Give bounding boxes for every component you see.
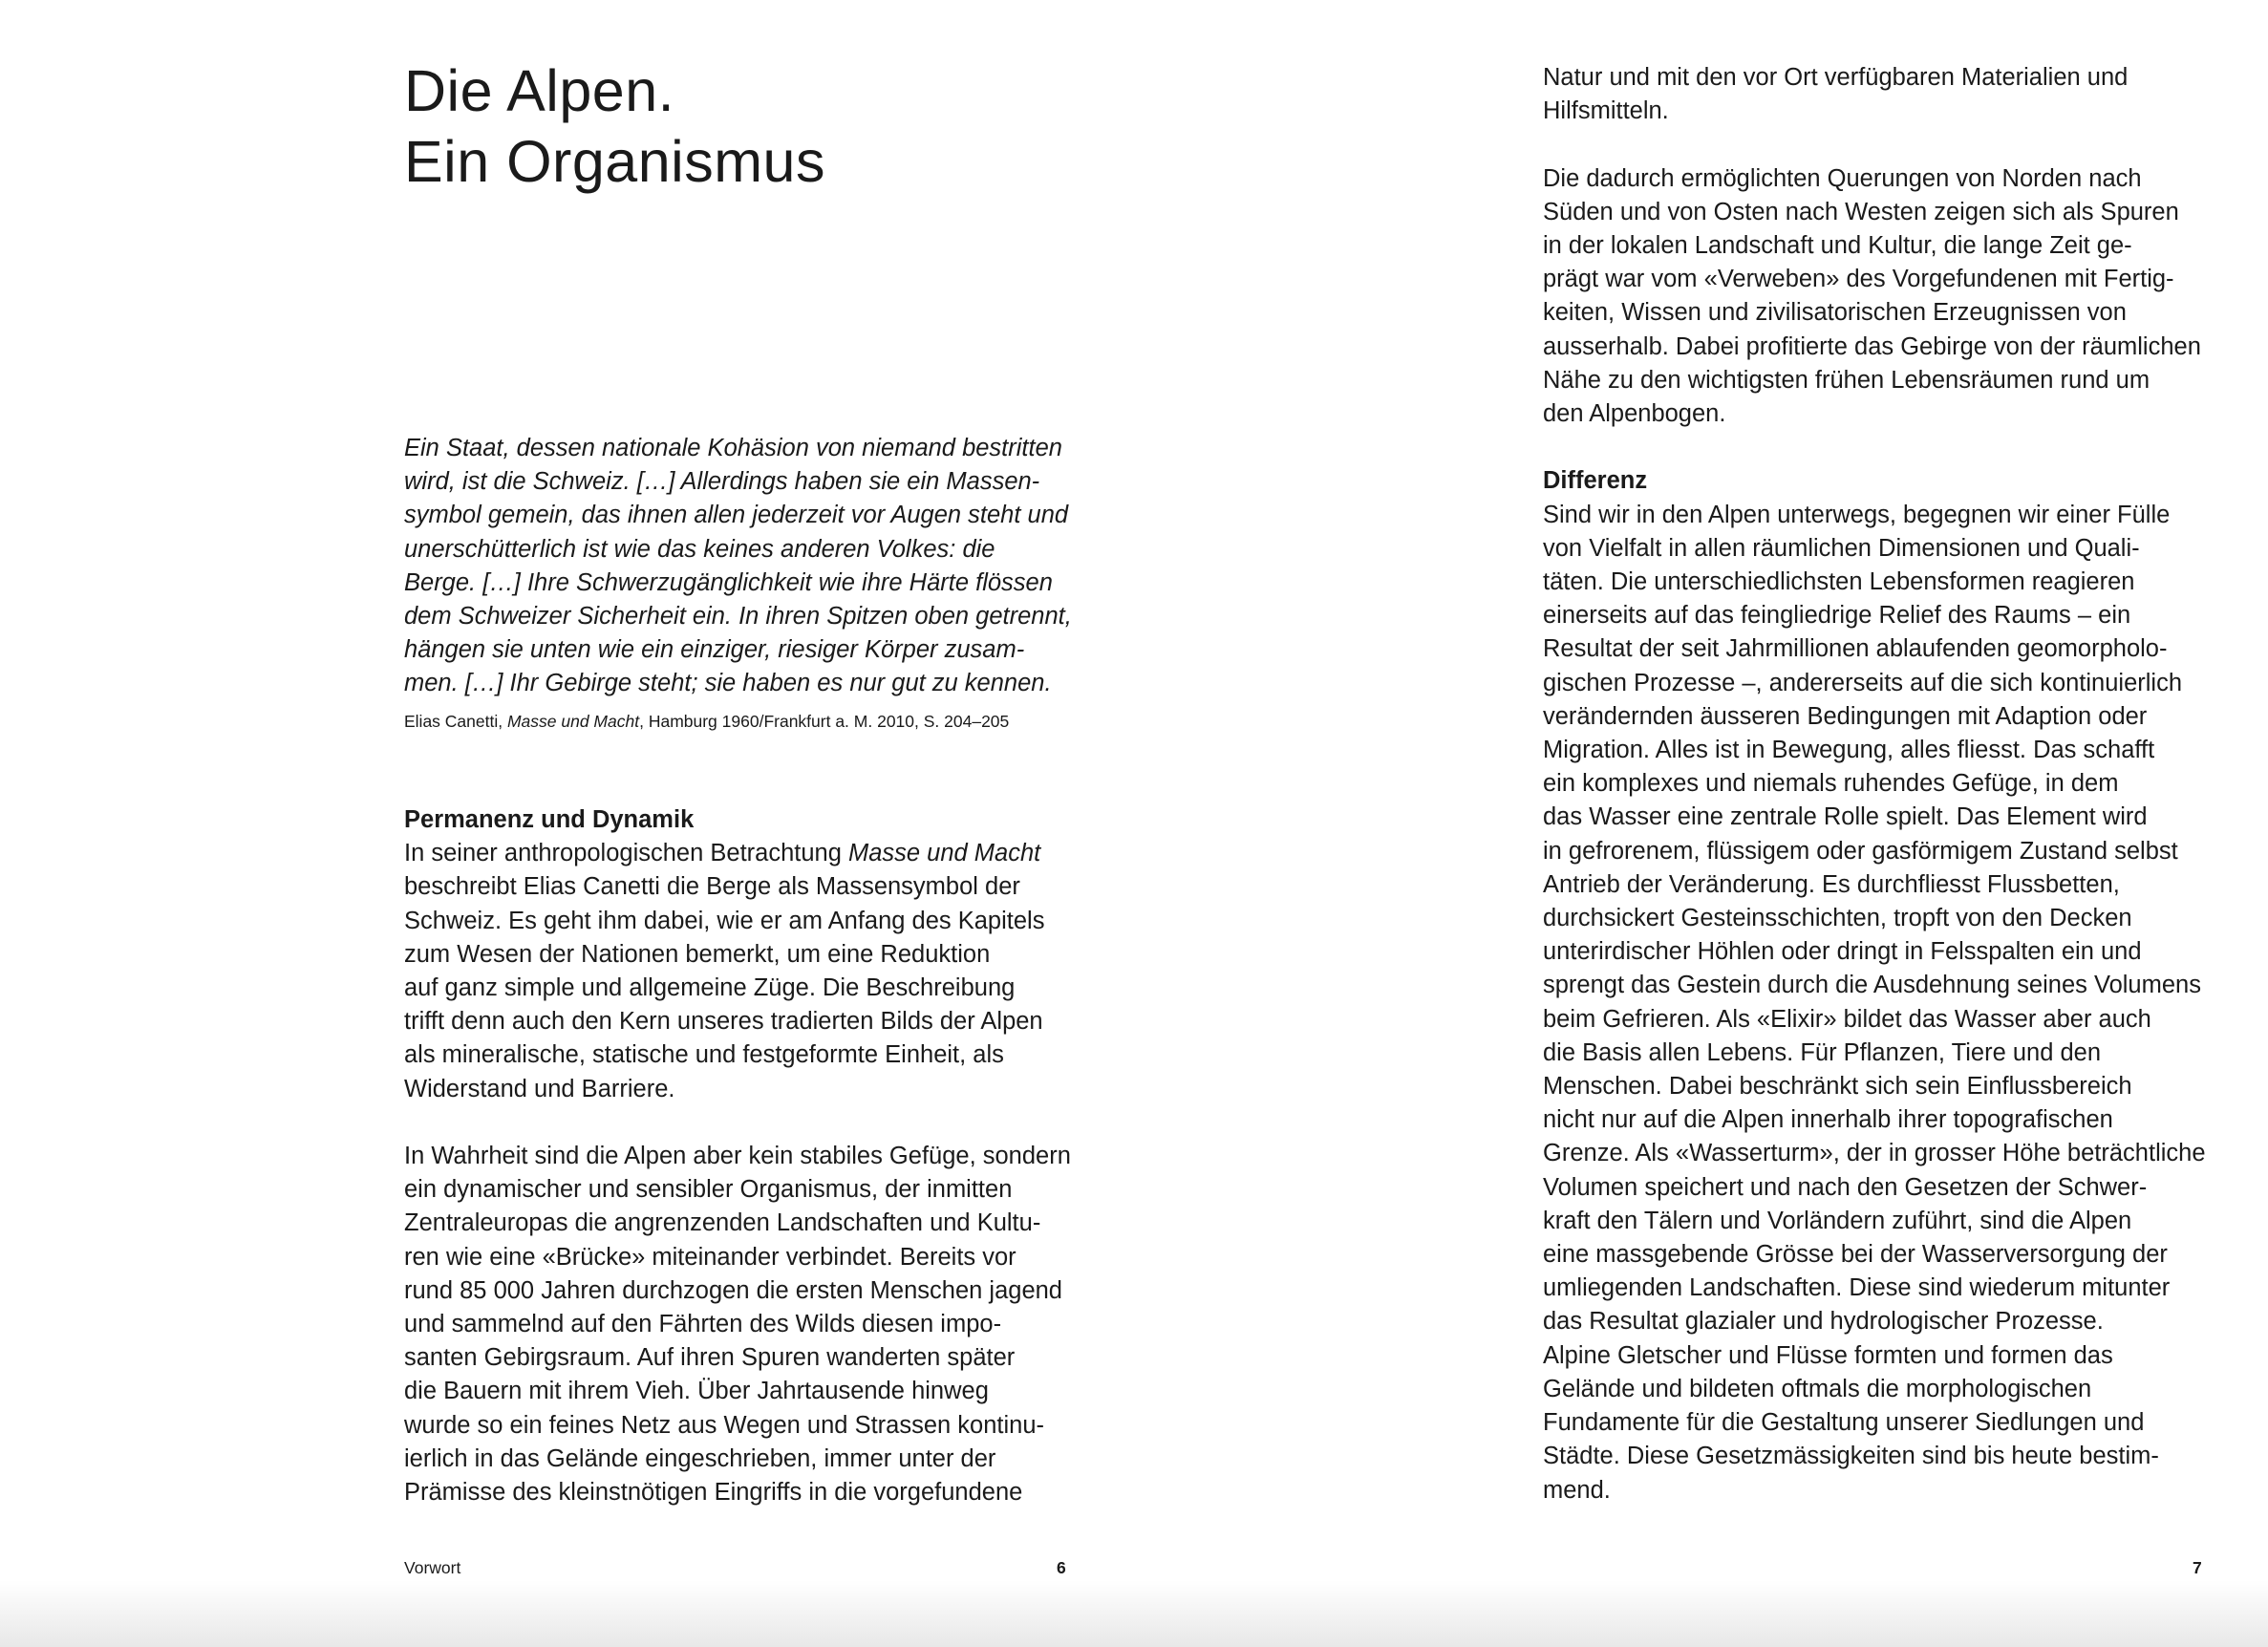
quote-line: dem Schweizer Sicherheit ein. In ihren Spitzen oben getrennt,	[404, 603, 1072, 631]
paragraph-line: Süden und von Osten nach Westen zeigen sich als Spuren	[1543, 198, 2179, 225]
citation-work: Masse und Macht	[506, 712, 640, 731]
epigraph-quote	[404, 432, 1072, 701]
paragraph-line: ren wie eine «Brücke» miteinander verbindet. Bereits vor	[404, 1243, 1016, 1271]
quote-line: symbol gemein, das ihnen allen jederzeit vor Augen steht und	[404, 502, 1069, 529]
paragraph-line: in der lokalen Landschaft und Kultur, die lange Zeit ge-	[1543, 232, 2132, 259]
paragraph-line: Nähe zu den wichtigsten frühen Lebensräumen rund um	[1543, 366, 2150, 394]
page-number: 6	[1057, 1558, 1066, 1577]
paragraph-line: auf ganz simple und allgemeine Züge. Die Beschreibung	[404, 974, 1016, 1002]
right-page	[1134, 0, 2268, 1647]
paragraph-gap	[404, 1106, 1071, 1140]
paragraph-line: Grenze. Als «Wasserturm», der in grosser Höhe beträchtliche	[1543, 1140, 2206, 1167]
paragraph-line: Natur und mit den vor Ort verfügbaren Materialien und	[1543, 64, 2129, 91]
paragraph-line: Widerstand und Barriere.	[404, 1075, 675, 1102]
paragraph-line: unterirdischer Höhlen oder dringt in Felsspalten ein und	[1543, 938, 2142, 966]
section-heading: Differenz	[1543, 467, 1648, 495]
paragraph-line: santen Gebirgsraum. Auf ihren Spuren wanderten später	[404, 1344, 1016, 1372]
paragraph-line: Die dadurch ermöglichten Querungen von Norden nach	[1543, 164, 2142, 192]
paragraph-line: täten. Die unterschiedlichsten Lebensformen reagieren	[1543, 568, 2135, 596]
paragraph-line: ausserhalb. Dabei profitierte das Gebirge von der räumlichen	[1543, 332, 2201, 360]
citation-details: , Hamburg 1960/Frankfurt a. M. 2010, S. 204–205	[639, 712, 1010, 731]
paragraph-line: Antrieb der Veränderung. Es durchfliesst Flussbetten,	[1543, 870, 2120, 898]
paragraph-line: Städte. Diese Gesetzmässigkeiten sind bis heute bestim-	[1543, 1443, 2159, 1470]
paragraph-line: als mineralische, statische und festgeformte Einheit, als	[404, 1041, 1004, 1069]
paragraph-text: In seiner anthropologischen Betrachtung	[404, 840, 848, 867]
paragraph-line: ein dynamischer und sensibler Organismus, der inmitten	[404, 1176, 1013, 1204]
paragraph-line: rund 85 000 Jahren durchzogen die ersten Menschen jagend	[404, 1276, 1062, 1304]
right-column-text	[1543, 61, 2206, 1508]
citation-author: Elias Canetti,	[404, 712, 507, 731]
paragraph-line: Volumen speichert und nach den Gesetzen der Schwer-	[1543, 1173, 2148, 1201]
paragraph-line: sprengt das Gestein durch die Ausdehnung seines Volumens	[1543, 972, 2201, 999]
paragraph-line: ierlich in das Gelände eingeschrieben, immer unter der	[404, 1444, 996, 1472]
paragraph-line: durchsickert Gesteinsschichten, tropft von den Decken	[1543, 905, 2132, 932]
paragraph-line: einerseits auf das feingliedrige Relief des Raums – ein	[1543, 602, 2131, 630]
paragraph-line: Hilfsmitteln.	[1543, 97, 1669, 125]
paragraph-line: das Wasser eine zentrale Rolle spielt. Das Element wird	[1543, 803, 2148, 831]
page-bottom-shadow	[0, 1580, 2268, 1647]
section-heading: Permanenz und Dynamik	[404, 806, 695, 833]
paragraph-line: Menschen. Dabei beschränkt sich sein Einflussbereich	[1543, 1073, 2132, 1101]
paragraph-line: die Bauern mit ihrem Vieh. Über Jahrtausende hinweg	[404, 1378, 989, 1405]
paragraph-line: das Resultat glazialer und hydrologischer Prozesse.	[1543, 1308, 2104, 1336]
paragraph-line: keiten, Wissen und zivilisatorischen Erzeugnissen von	[1543, 299, 2127, 327]
paragraph-line: Alpine Gletscher und Flüsse formten und formen das	[1543, 1341, 2113, 1369]
section-permanenz	[404, 803, 1071, 1509]
paragraph-line: Migration. Alles ist in Bewegung, alles fliesst. Das schafft	[1543, 737, 2155, 764]
paragraph-line: von Vielfalt in allen räumlichen Dimensionen und Quali-	[1543, 534, 2140, 562]
paragraph-line: umliegenden Landschaften. Diese sind wiederum mitunter	[1543, 1274, 2171, 1302]
paragraph-line: kraft den Tälern und Vorländern zuführt, sind die Alpen	[1543, 1207, 2132, 1234]
paragraph-gap	[1543, 431, 2206, 464]
running-head: Vorwort	[404, 1558, 461, 1577]
paragraph-line: Zentraleuropas die angrenzenden Landschaften und Kultu-	[404, 1209, 1041, 1237]
paragraph-line: ein komplexes und niemals ruhendes Gefüge, in dem	[1543, 770, 2119, 798]
paragraph-line: Prämisse des kleinstnötigen Eingriffs in die vorgefundene	[404, 1479, 1023, 1507]
book-title-reference: Masse und Macht	[847, 840, 1041, 867]
paragraph-line: nicht nur auf die Alpen innerhalb ihrer topografischen	[1543, 1106, 2113, 1134]
paragraph-line: prägt war vom «Verweben» des Vorgefundenen mit Fertig-	[1543, 266, 2174, 293]
paragraph-line: die Basis allen Lebens. Für Pflanzen, Tiere und den	[1543, 1038, 2102, 1066]
quote-line: men. […] Ihr Gebirge steht; sie haben es nur gut zu kennen.	[404, 670, 1052, 697]
paragraph-line: Fundamente für die Gestaltung unserer Siedlungen und	[1543, 1409, 2145, 1437]
paragraph-line: beim Gefrieren. Als «Elixir» bildet das Wasser aber auch	[1543, 1005, 2151, 1033]
quote-citation	[404, 709, 1009, 734]
paragraph-line: mend.	[1543, 1476, 1611, 1504]
paragraph-line: Schweiz. Es geht ihm dabei, wie er am Anfang des Kapitels	[404, 907, 1045, 934]
quote-line: hängen sie unten wie ein einziger, riesiger Körper zusam-	[404, 636, 1025, 664]
paragraph-line: verändernden äusseren Bedingungen mit Adaption oder	[1543, 702, 2148, 730]
paragraph-line: wurde so ein feines Netz aus Wegen und Strassen kontinu-	[404, 1411, 1044, 1439]
paragraph-line: und sammelnd auf den Fährten des Wilds diesen impo-	[404, 1311, 1002, 1338]
title-line: Ein Organismus	[404, 129, 825, 194]
title-line: Die Alpen.	[404, 58, 675, 123]
quote-line: Ein Staat, dessen nationale Kohäsion von niemand bestritten	[404, 435, 1062, 461]
page-number: 7	[2193, 1558, 2202, 1577]
paragraph-line: In Wahrheit sind die Alpen aber kein stabiles Gefüge, sondern	[404, 1143, 1071, 1170]
paragraph-line: Gelände und bildeten oftmals die morphologischen	[1543, 1375, 2092, 1402]
paragraph-line: eine massgebende Grösse bei der Wasserversorgung der	[1543, 1241, 2168, 1269]
quote-line: wird, ist die Schweiz. […] Allerdings haben sie ein Massen-	[404, 468, 1040, 496]
paragraph-line: trifft denn auch den Kern unseres tradierten Bilds der Alpen	[404, 1008, 1043, 1036]
quote-line: unerschütterlich ist wie das keines anderen Volkes: die	[404, 535, 995, 563]
paragraph-line: den Alpenbogen.	[1543, 400, 1726, 428]
paragraph-line: Sind wir in den Alpen unterwegs, begegnen wir einer Fülle	[1543, 501, 2171, 528]
quote-line: Berge. […] Ihre Schwerzugänglichkeit wie ihre Härte flössen	[404, 568, 1053, 596]
paragraph-line: Resultat der seit Jahrmillionen ablaufenden geomorpholo-	[1543, 635, 2168, 663]
paragraph-line: in gefrorenem, flüssigem oder gasförmigem Zustand selbst	[1543, 837, 2178, 865]
paragraph-line	[404, 837, 1071, 870]
paragraph-line: zum Wesen der Nationen bemerkt, um eine Reduktion	[404, 940, 991, 968]
paragraph-line: beschreibt Elias Canetti die Berge als Massensymbol der	[404, 873, 1020, 901]
page-title	[404, 55, 825, 197]
paragraph-gap	[1543, 128, 2206, 161]
paragraph-line: gischen Prozesse –, andererseits auf die sich kontinuierlich	[1543, 669, 2183, 696]
